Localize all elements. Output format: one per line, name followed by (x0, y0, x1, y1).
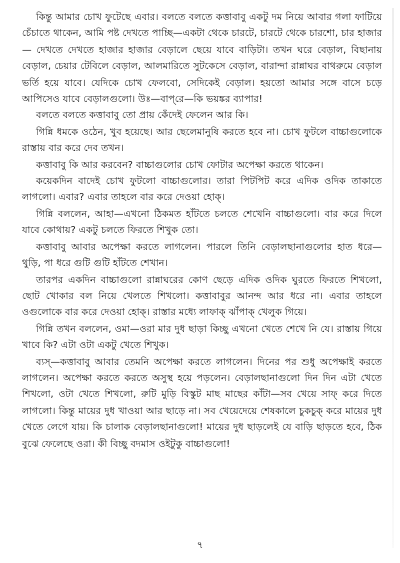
page-number: ৭ (196, 540, 204, 551)
paragraph: কত্তাবাবু আবার অপেক্ষা করতে লাগলেন। পারলে তিনি বেড়ালছানাগুলোর হাত ধরে— থুড়ি, পা ধরে গুটি গুটি হাঁটতে শেখান। (22, 241, 382, 270)
paragraph: ব্যস্—কত্তাবাবু আবার তেমনি অপেক্ষা করতে লাগলেন। দিনের পর শুধু অপেক্ষাই করতে লাগলেন। অপেক্ষা করতে করতে অসুস্থ হয়ে পড়লেন। বেড়ালছানাগুলো দিন দিন এটা খেতে শিখলো, ওটা খেতে শিখলো, রুটি মুড়ি বিস্কুট মাছ মাছের কাঁটা—সব খেয়ে সাফ্ করে দিতে লাগলো। কিন্তু মায়ের দুধ খাওয়া আর ছাড়ে না। সব খেয়েদেয়ে শেষকালে চুকচুক্ করে মায়ের দুধ খেতে লেগে যায়। কি চালাক বেড়ালছানাগুলো! মায়ের দুধ ছাড়লেই যে বাড়ি ছাড়তে হবে, ঠিক বুঝে ফেলেছে ওরা। কী বিচ্ছু বদমাস ওইটুকু বাচ্চাগুলো! (22, 356, 382, 450)
paragraph: তারপর একদিন বাচ্চাগুলো রান্নাঘরের কোণ ছেড়ে এদিক ওদিক ঘুরতে ফিরতে শিখলো, ছোট খোকার বল নিয়ে খেলতে শিখলো। কত্তাবাবুর আনন্দ আর ধরে না। এবার তাহলে ওগুলোকে বার করে দেওয়া হোক্। রাস্তার মধ্যে লাফাক্ ঝাঁপাক্ খেলুক গিয়ে। (22, 274, 382, 319)
paragraph: কত্তাবাবু কি আর করবেন? বাচ্চাগুলোর চোখ ফোটার অপেক্ষা করতে থাকেন। (36, 159, 324, 171)
page-edge-shadow (392, 8, 394, 548)
paragraph: কিন্তু আমার চোখ ফুটেছে এবার। বলতে বলতে কত্তাবাবু একটু দম নিয়ে আবার গলা ফাটিয়ে চেঁচাতে থাকেন, আমি পষ্ট দেখতে পাচ্ছি—একটা থেকে চারটে, চারটে থেকে চারশো, চার হাজার— দেখতে দেখতে হাজার হাজার বেড়ালে ছেয়ে যাবে বাড়িটা। তখন ঘরে বেড়াল, বিছানায় বেড়াল, চেয়ার টেবিলে বেড়াল, আলমারিতে সুটকেসে বেড়াল, বারান্দা রান্নাঘর বাথরুমে বেড়াল ভর্তি হয়ে যাবে। যেদিকে চোখ ফেলবো, সেদিকেই বেড়াল। হয়তো আমার সঙ্গে বাসে চড়ে আপিসেও যাবে বেড়ালগুলো। উঃ—বাপ্‌রে—কি ভয়ঙ্কর ব্যাপার! (22, 12, 382, 106)
paragraph: গিন্নি তখন বললেন, ওমা—ওরা মার দুধ ছাড়া কিচ্ছু এখনো খেতে শেখে নি যে। রাস্তায় গিয়ে খাবে কি? এটা ওটা একটু খেতে শিখুক। (22, 323, 382, 352)
paragraph: বলতে বলতে কত্তাবাবু তো প্রায় কেঁদেই ফেলেন আর কি। (36, 110, 249, 122)
paragraph: গিন্নি বললেন, আহা—এখনো ঠিকমত হাঁটতে চলতে শেখেনি বাচ্চাগুলো। বার করে দিলে যাবে কোথায়? একটু চলতে ফিরতে শিখুক তো। (22, 208, 382, 237)
story-text-block (22, 10, 382, 453)
paragraph: গিন্নি ধমকে ওঠেন, খুব হয়েছে। আর ছেলেমানুষি করতে হবে না। চোখ ফুটলে বাচ্চাগুলোকে রাস্তায় বার করে দেব তখন। (22, 126, 382, 155)
paragraph: কয়েকদিন বাদেই চোখ ফুটলো বাচ্চাগুলোর। তারা পিটপিট করে এদিক ওদিক তাকাতে লাগলো। এবার? এবার তাহলে বার করে দেওয়া হোক্। (22, 176, 382, 204)
